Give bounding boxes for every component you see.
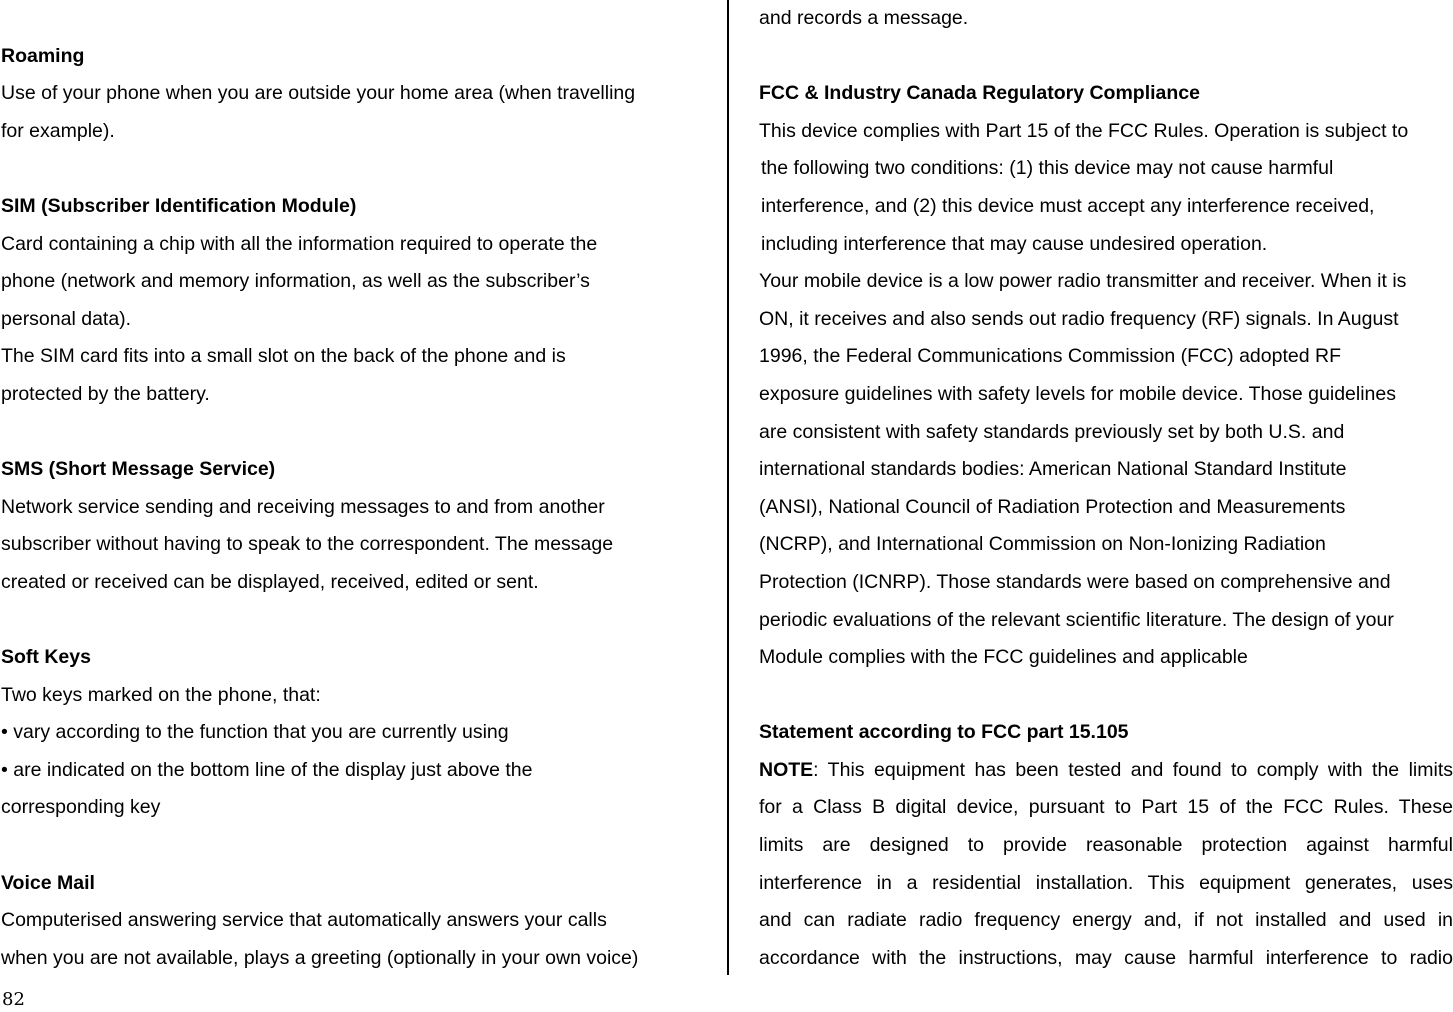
fcc-text-line: including interference that may cause undesired operation. [761, 232, 1268, 255]
sms-text-line: subscriber without having to speak to the correspondent. The message [1, 533, 614, 556]
spacer [759, 677, 1453, 715]
sim-text-line: protected by the battery. [1, 382, 210, 405]
spacer [759, 38, 1453, 76]
spacer [1, 0, 701, 38]
fcc-text-line: (NCRP), and International Commission on Non-Ionizing Radiation [759, 533, 1326, 556]
fcc-text-line: exposure guidelines with safety levels for mobile device. Those guidelines [759, 382, 1396, 405]
note-paragraph-line [759, 752, 1453, 790]
continuation-text: and records a message. [759, 7, 969, 29]
spacer [1, 827, 701, 865]
sim-text-line: personal data). [1, 307, 132, 330]
fcc-text-line: Module complies with the FCC guidelines and applicable [759, 646, 1248, 669]
soft-keys-bullet: • are indicated on the bottom line of the display just above the [1, 758, 533, 781]
page-number: 82 [2, 989, 25, 1010]
sms-heading: SMS (Short Message Service) [1, 458, 276, 481]
fcc-text-line: Your mobile device is a low power radio transmitter and receiver. When it is [759, 270, 1407, 293]
sim-text-line: phone (network and memory information, as well as the subscriber’s [1, 270, 590, 293]
sms-text-line: Network service sending and receiving messages to and from another [1, 495, 605, 518]
statement-text-line: interference in a residential installation. This equipment generates, uses [759, 871, 1453, 894]
voice-mail-heading: Voice Mail [1, 871, 95, 894]
sim-text-line: The SIM card fits into a small slot on the back of the phone and is [1, 345, 566, 368]
fcc-text-line: (ANSI), National Council of Radiation Protection and Measurements [759, 495, 1346, 518]
fcc-heading: FCC & Industry Canada Regulatory Compliance [759, 82, 1200, 105]
fcc-text-line: the following two conditions: (1) this device may not cause harmful [761, 157, 1334, 180]
fcc-text-line: are consistent with safety standards previously set by both U.S. and [759, 420, 1345, 443]
statement-heading: Statement according to FCC part 15.105 [759, 721, 1129, 744]
statement-text-line: for a Class B digital device, pursuant to Part 15 of the FCC Rules. These [759, 796, 1453, 819]
spacer [1, 602, 701, 640]
right-column [759, 0, 1453, 977]
sms-text-line: created or received can be displayed, received, edited or sent. [1, 570, 539, 593]
fcc-text-line: Protection (ICNRP). Those standards were based on comprehensive and [759, 570, 1391, 593]
roaming-heading: Roaming [1, 44, 85, 67]
roaming-text-line: for example). [1, 119, 115, 142]
fcc-text-line: ON, it receives and also sends out radio frequency (RF) signals. In August [759, 307, 1399, 330]
fcc-text-line: 1996, the Federal Communications Commission (FCC) adopted RF [759, 345, 1341, 368]
note-label: NOTE [759, 758, 814, 781]
note-text: : This equipment has been tested and found to comply with the limits [813, 758, 1453, 781]
sim-heading: SIM (Subscriber Identification Module) [1, 194, 357, 217]
sim-text-line: Card containing a chip with all the information required to operate the [1, 232, 598, 255]
soft-keys-bullet: • vary according to the function that you are currently using [1, 721, 509, 744]
statement-text-line: accordance with the instructions, may cause harmful interference to radio [759, 946, 1453, 969]
fcc-text-line: periodic evaluations of the relevant scientific literature. The design of your [759, 608, 1394, 631]
fcc-text-line: interference, and (2) this device must accept any interference received, [761, 194, 1375, 217]
voice-mail-text-line: Computerised answering service that automatically answers your calls [1, 909, 607, 932]
fcc-text-line: international standards bodies: American National Standard Institute [759, 458, 1347, 481]
soft-keys-text-line: Two keys marked on the phone, that: [1, 683, 321, 706]
fcc-text-line: This device complies with Part 15 of the FCC Rules. Operation is subject to [759, 119, 1409, 142]
voice-mail-text-line: when you are not available, plays a greeting (optionally in your own voice) [1, 946, 639, 969]
statement-text-line: and can radiate radio frequency energy and, if not installed and used in [759, 909, 1453, 932]
spacer [1, 414, 701, 452]
soft-keys-heading: Soft Keys [1, 646, 91, 669]
roaming-text-line: Use of your phone when you are outside your home area (when travelling [1, 82, 636, 105]
left-column [1, 0, 701, 977]
soft-keys-text-line: corresponding key [1, 796, 161, 819]
spacer [1, 150, 701, 188]
statement-text-line: limits are designed to provide reasonable protection against harmful [759, 834, 1453, 857]
column-divider [727, 0, 729, 975]
